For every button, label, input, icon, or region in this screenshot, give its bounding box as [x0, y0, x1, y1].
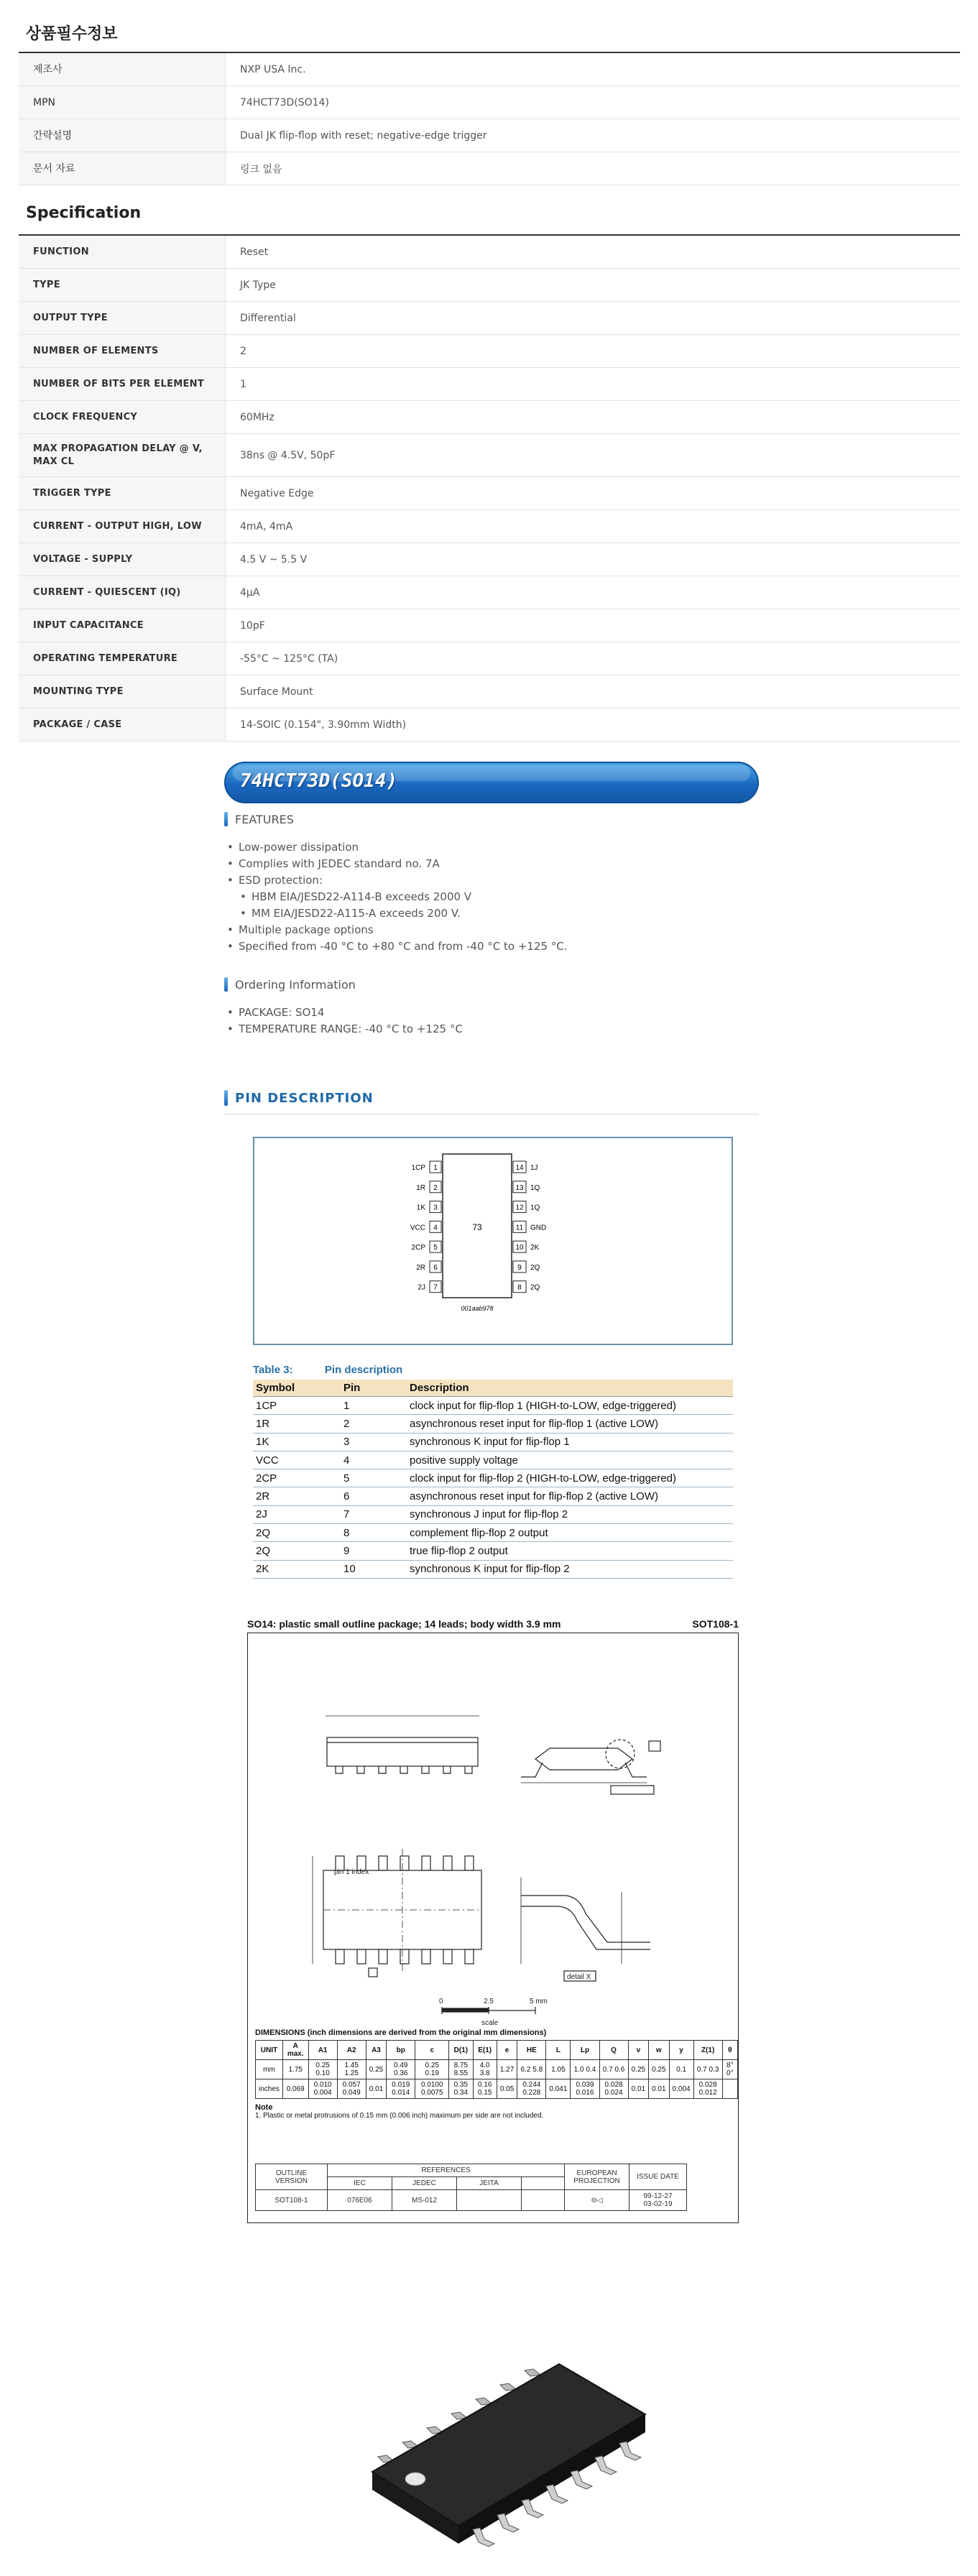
pin-desc: true flip-flop 2 output — [410, 1545, 508, 1558]
pin-table-row — [253, 1469, 733, 1487]
dim-header-cell: θ — [722, 2041, 737, 2060]
spec-label: CURRENT - OUTPUT HIGH, LOW — [19, 510, 226, 543]
dimensions-block — [255, 2028, 738, 2120]
dim-header-cell: bp — [387, 2041, 415, 2060]
dim-cell: 0.004 — [669, 2079, 693, 2099]
pin-symbol: 2Q — [256, 1545, 271, 1558]
feature-text: HBM EIA/JESD22-A114-B exceeds 2000 V — [252, 890, 472, 903]
ref-references-header: REFERENCES — [328, 2164, 565, 2177]
feature-item — [227, 856, 568, 872]
spec-label: OUTPUT TYPE — [19, 302, 226, 334]
spec-value: Differential — [240, 312, 296, 324]
pin-name: 2J — [418, 1283, 425, 1292]
feature-item — [227, 922, 568, 938]
dim-cell: 0.49 0.36 — [387, 2060, 415, 2079]
spec-row — [19, 675, 960, 708]
spec-label: VOLTAGE - SUPPLY — [19, 543, 226, 576]
spec-label: MOUNTING TYPE — [19, 675, 226, 708]
pin-table-column-header: Pin — [343, 1382, 361, 1394]
pin-desc: synchronous J input for flip-flop 2 — [410, 1508, 568, 1521]
pin-number: 3 — [343, 1436, 350, 1449]
ref-projection-header: EUROPEAN PROJECTION — [565, 2164, 629, 2190]
required-info-row — [19, 119, 960, 152]
dim-header-cell: y — [669, 2041, 693, 2060]
pin-number: 7 — [433, 1283, 438, 1292]
pin-name: 2K — [530, 1244, 540, 1252]
product-banner — [224, 762, 759, 803]
dimensions-title: DIMENSIONS (inch dimensions are derived from the original mm dimensions) — [255, 2028, 547, 2037]
pin-symbol: 2CP — [256, 1472, 277, 1485]
ordering-heading — [224, 977, 356, 992]
dim-cell: 8.75 8.55 — [449, 2060, 473, 2079]
pin-name: 1CP — [411, 1164, 425, 1172]
pin-table-row — [253, 1524, 733, 1542]
pin-name: 1R — [416, 1183, 425, 1192]
pin-table-column-header: Symbol — [256, 1382, 295, 1394]
pin-number: 3 — [433, 1204, 438, 1212]
feature-item — [227, 872, 568, 889]
pin-number: 2 — [343, 1417, 350, 1430]
pin-symbol: 2J — [256, 1508, 267, 1521]
feature-text: MM EIA/JESD22-A115-A exceeds 200 V. — [252, 907, 461, 920]
required-info-value: 링크 없음 — [240, 163, 282, 175]
bullet-icon: • — [227, 841, 234, 854]
pin-table-row — [253, 1506, 733, 1524]
bullet-icon: • — [227, 874, 234, 887]
feature-item — [227, 889, 568, 905]
pin-table-label: Table 3: — [253, 1364, 293, 1376]
pin-name: VCC — [410, 1224, 425, 1232]
dim-cell: 0.019 0.014 — [387, 2079, 415, 2099]
spec-value: -55°C ~ 125°C (TA) — [240, 652, 338, 665]
pin-table-row — [253, 1397, 733, 1415]
pin-number: 8 — [517, 1283, 522, 1292]
scale-tick-1: 2.5 — [484, 1998, 494, 2005]
required-info-row — [19, 86, 960, 119]
dim-header-cell: Lp — [571, 2041, 599, 2060]
pin-number: 10 — [343, 1563, 356, 1576]
pin-number: 2 — [433, 1183, 438, 1192]
pinout-diagram — [253, 1137, 733, 1345]
pin-number: 9 — [343, 1545, 350, 1558]
dim-header-cell: A max. — [282, 2041, 308, 2060]
scale-label: scale — [481, 2019, 499, 2027]
dim-header-cell: UNIT — [256, 2041, 283, 2060]
pin-symbol: 1CP — [256, 1399, 277, 1412]
dim-cell: 0.1 — [669, 2060, 693, 2079]
dim-header-cell: e — [497, 2041, 517, 2060]
pin-desc: asynchronous reset input for flip-flop 1 (active LOW) — [410, 1417, 658, 1430]
references-block — [255, 2164, 687, 2211]
ordering-text: PACKAGE: SO14 — [239, 1006, 325, 1019]
pin-name: 1Q — [530, 1204, 540, 1212]
banner-title: 74HCT73D(SO14) — [240, 770, 398, 792]
projection-symbol-icon: ⊖◁ — [565, 2190, 629, 2211]
spec-label: FUNCTION — [19, 236, 226, 268]
ic-label: 73 — [472, 1222, 482, 1232]
dim-cell: 0.25 0.10 — [308, 2060, 337, 2079]
pin-desc: synchronous K input for flip-flop 2 — [410, 1563, 570, 1576]
ref-jedec-value: MS-012 — [392, 2190, 457, 2211]
dim-header-cell: D(1) — [449, 2041, 473, 2060]
heading-bar-icon — [224, 1090, 228, 1106]
heading-bar-icon — [224, 812, 228, 826]
spec-row — [19, 269, 960, 302]
dim-cell: 0.25 — [628, 2060, 648, 2079]
pin-symbol: 2R — [256, 1490, 270, 1503]
bullet-icon: • — [240, 907, 246, 920]
required-info-value: 74HCT73D(SO14) — [240, 96, 329, 109]
pin-number: 4 — [343, 1454, 350, 1467]
spec-row — [19, 543, 960, 576]
feature-item — [227, 905, 568, 922]
spec-value: Surface Mount — [240, 685, 313, 698]
spec-row — [19, 642, 960, 675]
dim-cell: 0.028 0.012 — [693, 2079, 722, 2099]
dim-cell: 0.010 0.004 — [308, 2079, 337, 2099]
package-title: SO14: plastic small outline package; 14 leads; body width 3.9 mm — [247, 1618, 561, 1630]
spec-row — [19, 302, 960, 335]
dim-cell: inches — [256, 2079, 283, 2099]
spec-value: 60MHz — [240, 411, 275, 423]
pin-table-row — [253, 1415, 733, 1433]
required-info-table — [19, 52, 960, 185]
pin-table-row — [253, 1542, 733, 1560]
spec-label: MAX PROPAGATION DELAY @ V, MAX CL — [19, 434, 226, 476]
dim-cell: 1.75 — [282, 2060, 308, 2079]
required-info-label: 제조사 — [19, 53, 226, 86]
dim-header-cell: w — [649, 2041, 669, 2060]
pin-desc: asynchronous reset input for flip-flop 2 (active LOW) — [410, 1490, 658, 1503]
spec-value: JK Type — [240, 279, 276, 291]
dim-cell: 0.25 0.19 — [415, 2060, 449, 2079]
spec-value: 4μA — [240, 586, 260, 599]
ref-jeita-header: JEITA — [457, 2177, 522, 2190]
ref-iec-header: IEC — [328, 2177, 392, 2190]
spec-label: PACKAGE / CASE — [19, 708, 226, 741]
required-info-label: 간략설명 — [19, 119, 226, 152]
ordering-item — [227, 1005, 463, 1021]
dim-cell: 1.45 1.25 — [337, 2060, 366, 2079]
dim-cell: 8° 0° — [722, 2060, 737, 2079]
note-title: Note — [255, 2103, 273, 2112]
dim-cell: 0.7 0.3 — [693, 2060, 722, 2079]
dim-cell: 6.2 5.8 — [517, 2060, 546, 2079]
spec-row — [19, 609, 960, 642]
detail-x-label: detail X — [567, 1973, 591, 1981]
dim-cell: 0.244 0.228 — [517, 2079, 546, 2099]
dim-header-cell: v — [628, 2041, 648, 2060]
dim-cell: 0.01 — [649, 2079, 669, 2099]
spec-value: Negative Edge — [240, 487, 314, 499]
dim-cell: 1.05 — [546, 2060, 571, 2079]
dim-cell: 0.01 — [366, 2079, 386, 2099]
dim-cell: 0.041 — [546, 2079, 571, 2099]
pin-number: 9 — [517, 1263, 522, 1272]
spec-value: 38ns @ 4.5V, 50pF — [240, 449, 336, 461]
pin-name: 1J — [530, 1164, 538, 1172]
ref-version-value: SOT108-1 — [256, 2190, 328, 2211]
ref-jedec-header: JEDEC — [392, 2177, 457, 2190]
feature-text: Complies with JEDEC standard no. 7A — [239, 857, 440, 870]
pin-table-title — [253, 1364, 402, 1376]
pin-symbol: 2K — [256, 1563, 269, 1576]
pin-number: 6 — [343, 1490, 350, 1503]
required-info-label: 문서 자료 — [19, 152, 226, 185]
required-info-value: NXP USA Inc. — [240, 63, 306, 75]
bullet-icon: • — [227, 1006, 234, 1019]
bullet-icon: • — [227, 1022, 234, 1035]
pin-number: 8 — [343, 1526, 350, 1539]
spec-value: 1 — [240, 378, 246, 390]
required-info-value: Dual JK flip-flop with reset; negative-edge trigger — [240, 129, 487, 142]
dim-header-cell: A1 — [308, 2041, 337, 2060]
features-list — [227, 839, 568, 955]
dim-cell: 0.028 0.024 — [599, 2079, 628, 2099]
dim-cell: 1.0 0.4 — [571, 2060, 599, 2079]
spec-value: 4mA, 4mA — [240, 520, 293, 532]
pin-desc: synchronous K input for flip-flop 1 — [410, 1436, 570, 1449]
features-heading-text: FEATURES — [235, 812, 294, 826]
pin-number: 5 — [343, 1472, 350, 1485]
spec-label: NUMBER OF ELEMENTS — [19, 335, 226, 367]
pin-symbol: 1K — [256, 1436, 269, 1449]
spec-row — [19, 335, 960, 368]
pin-number: 6 — [433, 1263, 438, 1272]
bullet-icon: • — [227, 923, 234, 936]
spec-label: NUMBER OF BITS PER ELEMENT — [19, 368, 226, 400]
bullet-icon: • — [227, 940, 234, 953]
required-info-title: 상품필수정보 — [26, 25, 118, 43]
pin-table-row — [253, 1561, 733, 1579]
bullet-icon: • — [227, 857, 234, 870]
pin-name: 2CP — [411, 1244, 425, 1252]
package-outline-svg — [248, 1633, 737, 2027]
pin-desc: complement flip-flop 2 output — [410, 1526, 548, 1539]
feature-text: Low-power dissipation — [239, 841, 359, 854]
pin-number: 13 — [515, 1183, 524, 1192]
pin-symbol: 1R — [256, 1417, 270, 1430]
pin-table-row — [253, 1451, 733, 1469]
dim-cell: 0.069 — [282, 2079, 308, 2099]
pin-table-row — [253, 1434, 733, 1451]
pin-number: 4 — [433, 1224, 438, 1232]
pin-name: GND — [530, 1224, 547, 1232]
ref-date1: 99-12-27 — [643, 2192, 673, 2200]
pin-name: 1K — [416, 1204, 425, 1212]
feature-item — [227, 938, 568, 955]
pin-table — [253, 1380, 733, 1579]
dim-header-cell: A2 — [337, 2041, 366, 2060]
pin-number: 14 — [515, 1164, 524, 1172]
spec-label: INPUT CAPACITANCE — [19, 609, 226, 642]
spec-row — [19, 434, 960, 477]
feature-item — [227, 839, 568, 856]
pin-table-column-header: Description — [410, 1382, 469, 1394]
dim-cell: 0.7 0.6 — [599, 2060, 628, 2079]
drawing-code: 001aab978 — [461, 1305, 494, 1312]
ordering-item — [227, 1021, 463, 1038]
spec-value: 2 — [240, 345, 246, 357]
heading-bar-icon — [224, 977, 228, 992]
dim-cell: 0.35 0.34 — [449, 2079, 473, 2099]
dim-cell: 4.0 3.8 — [473, 2060, 497, 2079]
ordering-heading-text: Ordering Information — [235, 977, 356, 992]
feature-text: ESD protection: — [239, 874, 323, 887]
pin-symbol: VCC — [256, 1454, 279, 1467]
spec-value: 4.5 V ~ 5.5 V — [240, 553, 308, 565]
spec-label: TRIGGER TYPE — [19, 477, 226, 509]
dim-cell: 0.0100 0.0075 — [415, 2079, 449, 2099]
dimensions-table — [255, 2040, 738, 2099]
dim-header-row — [256, 2041, 738, 2060]
dim-cell: 0.25 — [649, 2060, 669, 2079]
scale-tick-0: 0 — [439, 1998, 443, 2005]
dim-cell: 0.05 — [497, 2079, 517, 2099]
dim-cell: mm — [256, 2060, 283, 2079]
pin-description-heading-text: PIN DESCRIPTION — [235, 1090, 374, 1106]
spec-row — [19, 510, 960, 543]
pinout-svg — [254, 1138, 732, 1344]
spec-row — [19, 401, 960, 434]
ref-outline-header: OUTLINE VERSION — [256, 2164, 328, 2190]
dim-cell: 0.057 0.049 — [337, 2079, 366, 2099]
pin-table-name: Pin description — [324, 1364, 403, 1376]
dim-header-cell: HE — [517, 2041, 546, 2060]
dim-header-cell: Z(1) — [693, 2041, 722, 2060]
pin-symbol: 2Q — [256, 1526, 271, 1539]
spec-row — [19, 368, 960, 401]
feature-text: Specified from -40 °C to +80 °C and from -40 °C to +125 °C. — [239, 940, 568, 953]
spec-value: 14-SOIC (0.154", 3.90mm Width) — [240, 719, 407, 731]
pin-name: 1Q — [530, 1183, 540, 1192]
required-info-row — [19, 53, 960, 86]
bullet-icon: • — [240, 890, 246, 903]
dim-cell: 0.01 — [628, 2079, 648, 2099]
required-info-row — [19, 152, 960, 185]
spec-row — [19, 576, 960, 609]
package-header — [247, 1618, 739, 1630]
required-info-label: MPN — [19, 86, 226, 119]
pin-desc: clock input for flip-flop 2 (HIGH-to-LOW, edge-triggered) — [410, 1472, 676, 1485]
pin-desc: clock input for flip-flop 1 (HIGH-to-LOW, edge-triggered) — [410, 1399, 676, 1412]
dim-header-cell: Q — [599, 2041, 628, 2060]
dim-header-cell: c — [415, 2041, 449, 2060]
pin-number: 12 — [515, 1204, 524, 1212]
ref-issue-header: ISSUE DATE — [629, 2164, 687, 2190]
pin-number: 5 — [433, 1244, 438, 1252]
pin-table-row — [253, 1487, 733, 1505]
pin-number: 7 — [343, 1508, 350, 1521]
spec-value: 10pF — [240, 619, 265, 632]
pin-name: 2Q — [530, 1283, 540, 1292]
dim-cell: 1.27 — [497, 2060, 517, 2079]
chip-3d-image — [343, 2335, 674, 2558]
spec-row — [19, 236, 960, 269]
references-table — [255, 2164, 687, 2211]
dim-cell: 0.16 0.15 — [473, 2079, 497, 2099]
ordering-text: TEMPERATURE RANGE: -40 °C to +125 °C — [239, 1022, 463, 1035]
spec-row — [19, 477, 960, 510]
dim-cell: 0.039 0.016 — [571, 2079, 599, 2099]
pin-number: 10 — [515, 1244, 524, 1252]
dim-row — [256, 2079, 738, 2099]
pin-name: 2Q — [530, 1263, 540, 1272]
spec-label: OPERATING TEMPERATURE — [19, 642, 226, 675]
ref-date2: 03-02-19 — [643, 2200, 673, 2208]
scale-tick-2: 5 mm — [530, 1998, 548, 2005]
package-drawing — [247, 1633, 739, 2223]
dim-cell — [722, 2079, 737, 2099]
ref-iec-value: 076E06 — [328, 2190, 392, 2211]
dim-header-cell: L — [546, 2041, 571, 2060]
ordering-list — [227, 1005, 463, 1038]
dim-cell: 0.25 — [366, 2060, 386, 2079]
pin-description-heading — [224, 1090, 374, 1106]
spec-label: TYPE — [19, 269, 226, 301]
package-code: SOT108-1 — [692, 1618, 739, 1630]
pin-name: 2R — [416, 1263, 425, 1272]
dim-header-cell: E(1) — [473, 2041, 497, 2060]
note-text: 1. Plastic or metal protrusions of 0.15 mm (0.006 inch) maximum per side are not included. — [255, 2112, 544, 2120]
pin-desc: positive supply voltage — [410, 1454, 518, 1467]
features-heading — [224, 812, 294, 826]
dim-header-cell: A3 — [366, 2041, 386, 2060]
pin-number: 1 — [343, 1399, 350, 1412]
specification-title: Specification — [26, 204, 142, 222]
spec-label: CURRENT - QUIESCENT (IQ) — [19, 576, 226, 609]
dim-row — [256, 2060, 738, 2079]
specification-table — [19, 234, 960, 742]
spec-row — [19, 708, 960, 742]
pin-number: 11 — [515, 1224, 524, 1232]
pin1-index-label: pin 1 index — [334, 1868, 369, 1876]
pin-table-header — [253, 1380, 733, 1397]
feature-text: Multiple package options — [239, 923, 374, 936]
spec-label: CLOCK FREQUENCY — [19, 401, 226, 433]
spec-value: Reset — [240, 246, 269, 258]
pin-number: 1 — [433, 1164, 438, 1172]
